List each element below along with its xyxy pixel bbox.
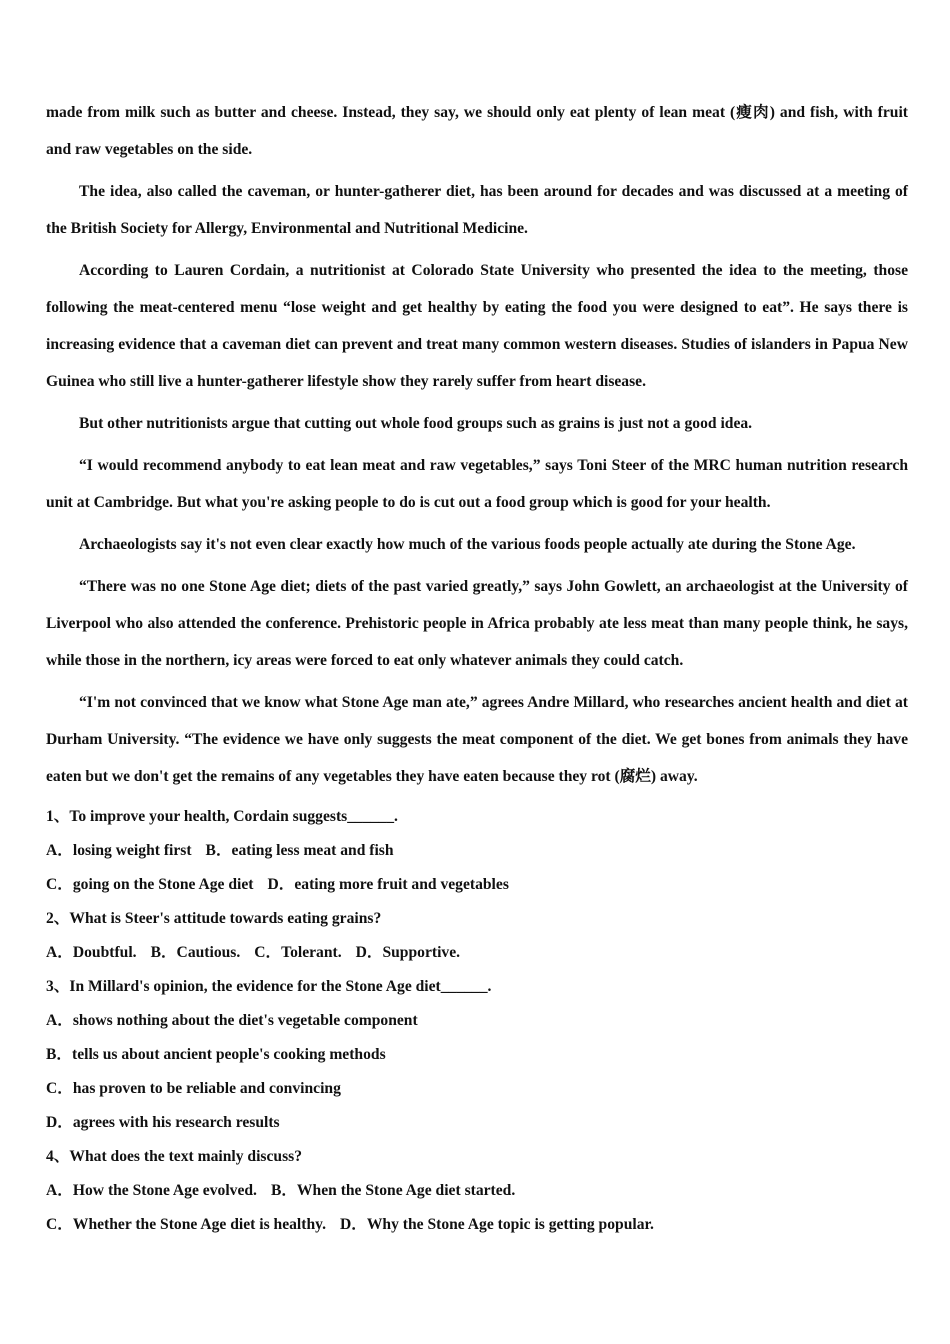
question-3-option-b: B．tells us about ancient people's cooking methods bbox=[46, 1046, 386, 1063]
question-4-options-row-2 bbox=[46, 1208, 908, 1242]
question-4 bbox=[46, 1140, 908, 1242]
question-2-stem: 2、What is Steer's attitude towards eating grains? bbox=[46, 910, 382, 927]
question-1-option-c: C．going on the Stone Age diet bbox=[46, 876, 254, 893]
question-1 bbox=[46, 800, 908, 902]
question-4-option-c: C．Whether the Stone Age diet is healthy. bbox=[46, 1216, 326, 1233]
passage-paragraph-5: “I would recommend anybody to eat lean meat and raw vegetables,” says Toni Steer of the MRC human nutrition research unit at Cambridge. But what you're asking people to do is cut out a food group which is good for your health. bbox=[46, 457, 908, 511]
question-3 bbox=[46, 970, 908, 1140]
question-2-options-row bbox=[46, 936, 908, 970]
passage-paragraph-3: According to Lauren Cordain, a nutritionist at Colorado State University who presented the idea to the meeting, those following the meat-centered menu “lose weight and get healthy by eating the food you were designed to eat”. He says there is increasing evidence that a caveman diet can prevent and treat many common western diseases. Studies of islanders in Papua New Guinea who still live a hunter-gatherer lifestyle show they rarely suffer from heart disease. bbox=[46, 262, 908, 390]
question-3-option-a: A．shows nothing about the diet's vegetable component bbox=[46, 1012, 418, 1029]
passage-paragraph-2: The idea, also called the caveman, or hunter-gatherer diet, has been around for decades and was discussed at a meeting of the British Society for Allergy, Environmental and Nutritional Medicine. bbox=[46, 183, 908, 237]
question-2-option-a: A．Doubtful. bbox=[46, 944, 137, 961]
question-3-option-c: C．has proven to be reliable and convincing bbox=[46, 1080, 341, 1097]
question-4-stem: 4、What does the text mainly discuss? bbox=[46, 1148, 303, 1165]
question-1-option-b: B．eating less meat and fish bbox=[205, 842, 394, 859]
passage-paragraph-1: made from milk such as butter and cheese. Instead, they say, we should only eat plenty of lean meat (瘦肉) and fish, with fruit and raw vegetables on the side. bbox=[46, 104, 908, 158]
question-4-option-b: B．When the Stone Age diet started. bbox=[270, 1182, 516, 1199]
question-1-options-row-1 bbox=[46, 834, 908, 868]
question-4-options-row-1 bbox=[46, 1174, 908, 1208]
question-4-option-a: A．How the Stone Age evolved. bbox=[46, 1182, 257, 1199]
document-page bbox=[46, 94, 908, 1242]
question-2-option-d: D．Supportive. bbox=[355, 944, 461, 961]
passage-paragraph-4: But other nutritionists argue that cutting out whole food groups such as grains is just not a good idea. bbox=[79, 415, 753, 432]
question-1-option-a: A．losing weight first bbox=[46, 842, 192, 859]
question-1-option-d: D．eating more fruit and vegetables bbox=[267, 876, 509, 893]
question-2-option-b: B．Cautious. bbox=[150, 944, 241, 961]
question-2 bbox=[46, 902, 908, 970]
passage-paragraph-6: Archaeologists say it's not even clear exactly how much of the various foods people actually ate during the Stone Age. bbox=[79, 536, 856, 553]
passage-paragraph-8: “I'm not convinced that we know what Stone Age man ate,” agrees Andre Millard, who researches ancient health and diet at Durham University. “The evidence we have only suggests the meat component of the diet. We get bones from animals they have eaten but we don't get the remains of any vegetables they have eaten because they rot (腐烂) away. bbox=[46, 694, 908, 785]
question-1-options-row-2 bbox=[46, 868, 908, 902]
question-4-option-d: D．Why the Stone Age topic is getting popular. bbox=[339, 1216, 654, 1233]
question-3-option-d: D．agrees with his research results bbox=[46, 1114, 280, 1131]
question-3-stem: 3、In Millard's opinion, the evidence for the Stone Age diet______. bbox=[46, 978, 492, 995]
question-1-stem: 1、To improve your health, Cordain suggests______. bbox=[46, 808, 398, 825]
question-2-option-c: C．Tolerant. bbox=[254, 944, 342, 961]
passage-paragraph-7: “There was no one Stone Age diet; diets of the past varied greatly,” says John Gowlett, an archaeologist at the University of Liverpool who also attended the conference. Prehistoric people in Africa probably ate less meat than many people think, he says, while those in the northern, icy areas were forced to eat only whatever animals they could catch. bbox=[46, 578, 908, 669]
